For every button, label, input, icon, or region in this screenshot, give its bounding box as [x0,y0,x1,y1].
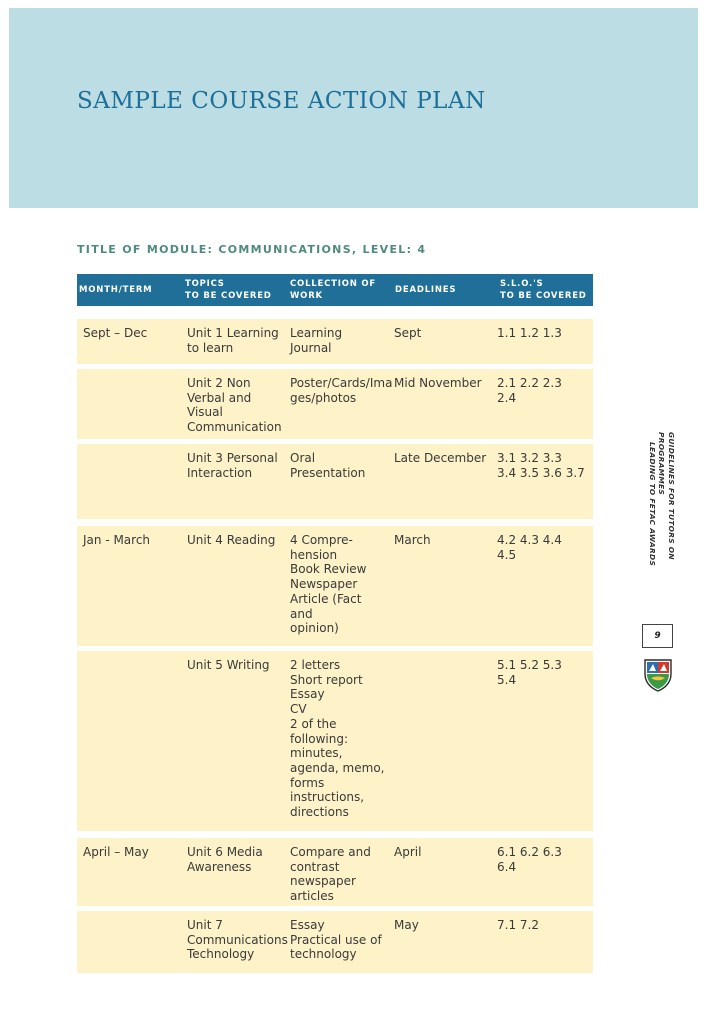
table-row [77,651,593,831]
header-month-term [79,284,152,296]
side-guidelines-text [646,432,676,612]
cell-topic: Unit 3 Personal Interaction [187,451,278,480]
cell-month: Jan - March [83,533,151,547]
table-row [77,319,593,364]
cell-month: April – May [83,845,149,859]
header-label: MONTH/TERM [79,285,153,295]
page-number: 9 [642,624,673,648]
cell-slos: 5.1 5.2 5.3 5.4 [497,658,562,687]
table-row [77,911,593,973]
cell-topic: Unit 1 Learning to learn [187,326,279,355]
cell-topic: Unit 6 Media Awareness [187,845,263,874]
side-guidelines-rotated [648,432,677,612]
cell-work: Oral Presentation [290,451,366,480]
side-line-2: LEADING TO FETAC AWARDS [648,442,657,567]
module-title: TITLE OF MODULE: COMMUNICATIONS, LEVEL: 4 [77,243,427,256]
cell-work: 4 Compre- hension Book Review Newspaper Article (Fact and opinion) [290,533,367,636]
cell-topic: Unit 2 Non Verbal and Visual Communication [187,376,282,435]
action-plan-table [77,274,593,962]
table-row [77,526,593,646]
cell-topic: Unit 7 Communications Technology [187,918,288,962]
cell-slos: 4.2 4.3 4.4 4.5 [497,533,562,562]
cell-deadline: May [394,918,419,932]
header-banner [9,8,698,208]
side-line-1: GUIDELINES FOR TUTORS ON PROGRAMMES [657,432,676,560]
cell-slos: 1.1 1.2 1.3 [497,326,562,340]
cell-month: Sept – Dec [83,326,148,340]
page-title: SAMPLE COURSE ACTION PLAN [77,88,486,114]
cell-deadline: Late December [394,451,487,465]
header-collection: COLLECTION OF WORK [290,279,377,301]
cell-deadline: Sept [394,326,422,340]
cell-work: 2 letters Short report Essay CV 2 of the following: minutes, agenda, memo, forms instructions, directions [290,658,385,820]
cell-work: Learning Journal [290,326,343,355]
table-row [77,369,593,439]
crest-logo-icon [643,658,673,692]
table-row [77,444,593,519]
cell-deadline: Mid November [394,376,482,390]
cell-topic: Unit 5 Writing [187,658,270,672]
cell-slos: 2.1 2.2 2.3 2.4 [497,376,562,405]
table-header [77,274,593,306]
cell-slos: 6.1 6.2 6.3 6.4 [497,845,562,874]
cell-work: Poster/Cards/Ima ges/photos [290,376,393,405]
header-deadlines: DEADLINES [395,285,457,295]
cell-work: Essay Practical use of technology [290,918,382,962]
cell-topic: Unit 4 Reading [187,533,276,547]
header-slos: S.L.O.'S TO BE COVERED [500,279,587,301]
cell-work: Compare and contrast newspaper articles [290,845,371,904]
cell-slos: 7.1 7.2 [497,918,539,932]
cell-deadline: April [394,845,422,859]
cell-slos: 3.1 3.2 3.3 3.4 3.5 3.6 3.7 [497,451,585,480]
header-topics: TOPICS TO BE COVERED [185,279,272,301]
cell-deadline: March [394,533,431,547]
table-row [77,838,593,906]
